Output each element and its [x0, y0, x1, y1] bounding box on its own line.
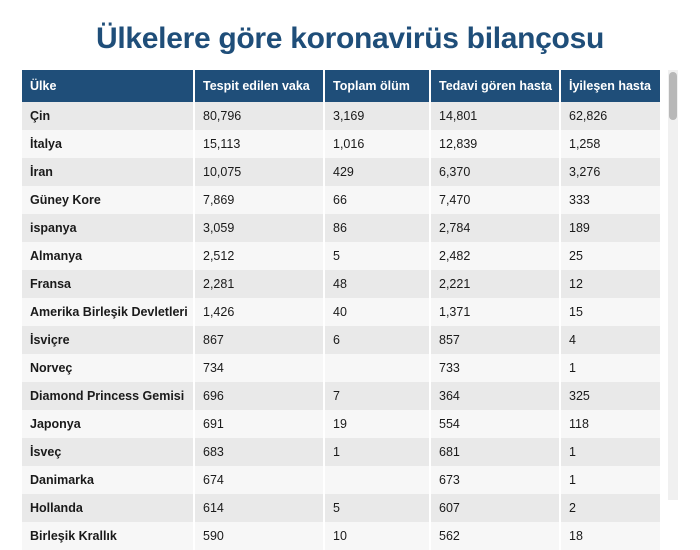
cell-recovered: 4: [560, 326, 660, 354]
cell-deaths: 3,169: [324, 102, 430, 130]
cell-country: İsveç: [22, 438, 194, 466]
cell-treated: 857: [430, 326, 560, 354]
cell-cases: 80,796: [194, 102, 324, 130]
cell-cases: 590: [194, 522, 324, 550]
cell-country: Çin: [22, 102, 194, 130]
cell-cases: 614: [194, 494, 324, 522]
cell-treated: 554: [430, 410, 560, 438]
cell-treated: 6,370: [430, 158, 560, 186]
table-row: [22, 494, 660, 522]
cell-recovered: 325: [560, 382, 660, 410]
cell-cases: 10,075: [194, 158, 324, 186]
cell-deaths: 5: [324, 242, 430, 270]
cell-country: Birleşik Krallık: [22, 522, 194, 550]
cell-treated: 681: [430, 438, 560, 466]
scrollbar-thumb[interactable]: [669, 72, 677, 120]
table-row: [22, 410, 660, 438]
cell-country: Norveç: [22, 354, 194, 382]
coronavirus-table: [22, 70, 660, 550]
column-header-treated: Tedavi gören hasta: [430, 70, 560, 102]
cell-deaths: [324, 354, 430, 382]
table-row: [22, 130, 660, 158]
cell-deaths: 1,016: [324, 130, 430, 158]
cell-treated: 2,221: [430, 270, 560, 298]
column-header-country: Ülke: [22, 70, 194, 102]
cell-deaths: 1: [324, 438, 430, 466]
cell-cases: 683: [194, 438, 324, 466]
cell-cases: 691: [194, 410, 324, 438]
cell-country: İtalya: [22, 130, 194, 158]
table-container: [22, 70, 678, 550]
cell-cases: 2,281: [194, 270, 324, 298]
cell-recovered: 118: [560, 410, 660, 438]
cell-treated: 733: [430, 354, 560, 382]
cell-cases: 7,869: [194, 186, 324, 214]
cell-recovered: 333: [560, 186, 660, 214]
cell-country: Fransa: [22, 270, 194, 298]
column-header-recovered: İyileşen hasta: [560, 70, 660, 102]
cell-deaths: 86: [324, 214, 430, 242]
cell-cases: 2,512: [194, 242, 324, 270]
cell-treated: 7,470: [430, 186, 560, 214]
cell-treated: 14,801: [430, 102, 560, 130]
cell-recovered: 15: [560, 298, 660, 326]
cell-recovered: 1: [560, 438, 660, 466]
cell-country: İran: [22, 158, 194, 186]
cell-recovered: 18: [560, 522, 660, 550]
column-header-cases: Tespit edilen vaka: [194, 70, 324, 102]
cell-treated: 2,482: [430, 242, 560, 270]
cell-deaths: 40: [324, 298, 430, 326]
page-title: Ülkelere göre koronavirüs bilançosu: [95, 22, 604, 55]
table-row: [22, 522, 660, 550]
cell-deaths: 7: [324, 382, 430, 410]
cell-deaths: 66: [324, 186, 430, 214]
table-row: [22, 438, 660, 466]
cell-recovered: 1: [560, 466, 660, 494]
cell-country: Japonya: [22, 410, 194, 438]
table-row: [22, 270, 660, 298]
cell-treated: 364: [430, 382, 560, 410]
cell-treated: 2,784: [430, 214, 560, 242]
cell-recovered: 25: [560, 242, 660, 270]
table-row: [22, 242, 660, 270]
cell-country: Amerika Birleşik Devletleri: [22, 298, 194, 326]
table-row: [22, 214, 660, 242]
table-row: [22, 102, 660, 130]
cell-deaths: 48: [324, 270, 430, 298]
table-row: [22, 298, 660, 326]
cell-country: İsviçre: [22, 326, 194, 354]
cell-deaths: [324, 466, 430, 494]
cell-recovered: 62,826: [560, 102, 660, 130]
cell-country: Hollanda: [22, 494, 194, 522]
cell-recovered: 12: [560, 270, 660, 298]
cell-deaths: 5: [324, 494, 430, 522]
cell-cases: 1,426: [194, 298, 324, 326]
cell-treated: 673: [430, 466, 560, 494]
table-body: [22, 102, 660, 550]
cell-cases: 3,059: [194, 214, 324, 242]
table-row: [22, 326, 660, 354]
cell-deaths: 429: [324, 158, 430, 186]
table-row: [22, 186, 660, 214]
cell-deaths: 6: [324, 326, 430, 354]
cell-treated: 12,839: [430, 130, 560, 158]
cell-cases: 867: [194, 326, 324, 354]
cell-country: Danimarka: [22, 466, 194, 494]
cell-cases: 696: [194, 382, 324, 410]
cell-treated: 562: [430, 522, 560, 550]
cell-recovered: 189: [560, 214, 660, 242]
cell-treated: 607: [430, 494, 560, 522]
table-row: [22, 354, 660, 382]
table-row: [22, 382, 660, 410]
cell-cases: 734: [194, 354, 324, 382]
cell-recovered: 1: [560, 354, 660, 382]
cell-recovered: 2: [560, 494, 660, 522]
cell-country: Diamond Princess Gemisi: [22, 382, 194, 410]
column-header-deaths: Toplam ölüm: [324, 70, 430, 102]
table-header-row: [22, 70, 660, 102]
cell-treated: 1,371: [430, 298, 560, 326]
cell-recovered: 3,276: [560, 158, 660, 186]
vertical-scrollbar[interactable]: [668, 70, 678, 500]
cell-cases: 15,113: [194, 130, 324, 158]
cell-recovered: 1,258: [560, 130, 660, 158]
cell-cases: 674: [194, 466, 324, 494]
table-header: [22, 70, 660, 102]
cell-deaths: 19: [324, 410, 430, 438]
table-row: [22, 158, 660, 186]
cell-deaths: 10: [324, 522, 430, 550]
cell-country: ispanya: [22, 214, 194, 242]
cell-country: Almanya: [22, 242, 194, 270]
table-row: [22, 466, 660, 494]
cell-country: Güney Kore: [22, 186, 194, 214]
